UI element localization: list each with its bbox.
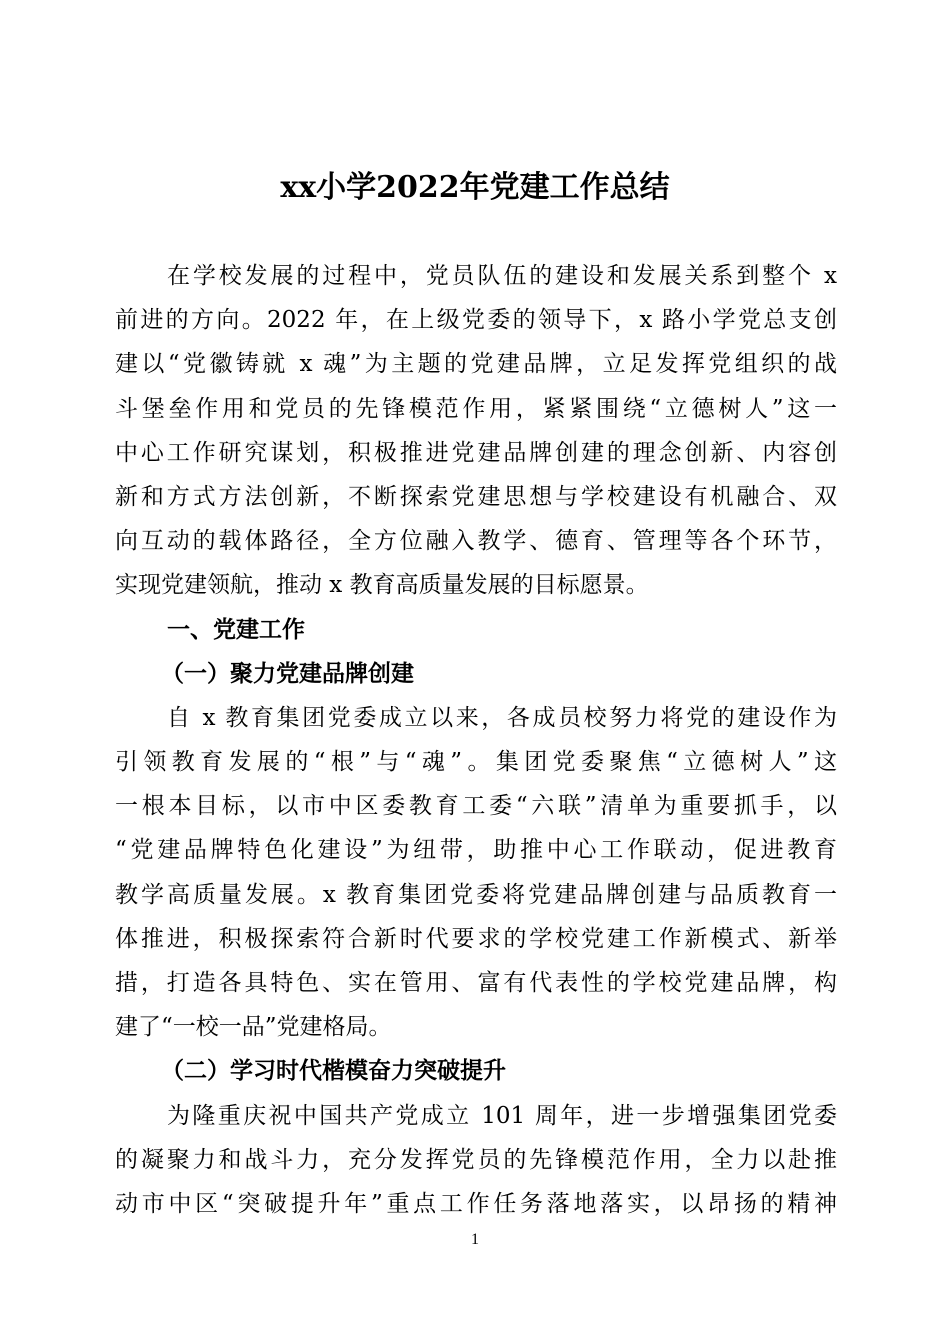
text-line: 引领教育发展的“根”与“魂”。集团党委聚焦“立德树人”这	[115, 749, 837, 776]
text-line: 中心工作研究谋划，积极推进党建品牌创建的理念创新、内容创	[115, 439, 837, 466]
text-line: 动市中区“突破提升年”重点工作任务落地落实，以昂扬的精神	[115, 1190, 837, 1217]
text-line: 一根本目标，以市中区委教育工委“六联”清单为重要抓手，以	[115, 793, 837, 820]
text-line: 体推进，积极探索符合新时代要求的学校党建工作新模式、新举	[115, 925, 837, 952]
text-line: “党建品牌特色化建设”为纽带，助推中心工作联动，促进教育	[115, 837, 837, 864]
document-body	[115, 254, 837, 1226]
text-line: 教学高质量发展。x 教育集团党委将党建品牌创建与品质教育一	[115, 881, 837, 908]
text-line: 自 x 教育集团党委成立以来，各成员校努力将党的建设作为	[167, 704, 837, 731]
subsection-heading: （一）聚力党建品牌创建	[161, 659, 414, 687]
text-line: 前进的方向。2022 年，在上级党委的领导下，x 路小学党总支创	[115, 307, 837, 334]
page-number: 1	[471, 1231, 479, 1248]
subsection-heading: （二）学习时代楷模奋力突破提升	[161, 1057, 506, 1085]
section-heading: 一、党建工作	[167, 615, 305, 643]
text-line: 为隆重庆祝中国共产党成立 101 周年，进一步增强集团党委	[167, 1102, 837, 1129]
text-line: 建以“党徽铸就 x 魂”为主题的党建品牌，立足发挥党组织的战	[115, 351, 837, 378]
text-line: 在学校发展的过程中，党员队伍的建设和发展关系到整个 x	[167, 263, 837, 289]
text-line: 实现党建领航，推动 x 教育高质量发展的目标愿景。	[115, 572, 649, 599]
text-line: 斗堡垒作用和党员的先锋模范作用，紧紧围绕“立德树人”这一	[115, 395, 837, 422]
text-line: 新和方式方法创新，不断探索党建思想与学校建设有机融合、双	[115, 483, 837, 510]
text-line: 向互动的载体路径，全方位融入教学、德育、管理等各个环节，	[115, 528, 837, 555]
text-line: 措，打造各具特色、实在管用、富有代表性的学校党建品牌，构	[115, 970, 837, 996]
document-title: xx小学2022年党建工作总结	[280, 170, 670, 205]
text-line: 的凝聚力和战斗力，充分发挥党员的先锋模范作用，全力以赴推	[115, 1146, 837, 1173]
text-line: 建了“一校一品”党建格局。	[115, 1014, 392, 1041]
